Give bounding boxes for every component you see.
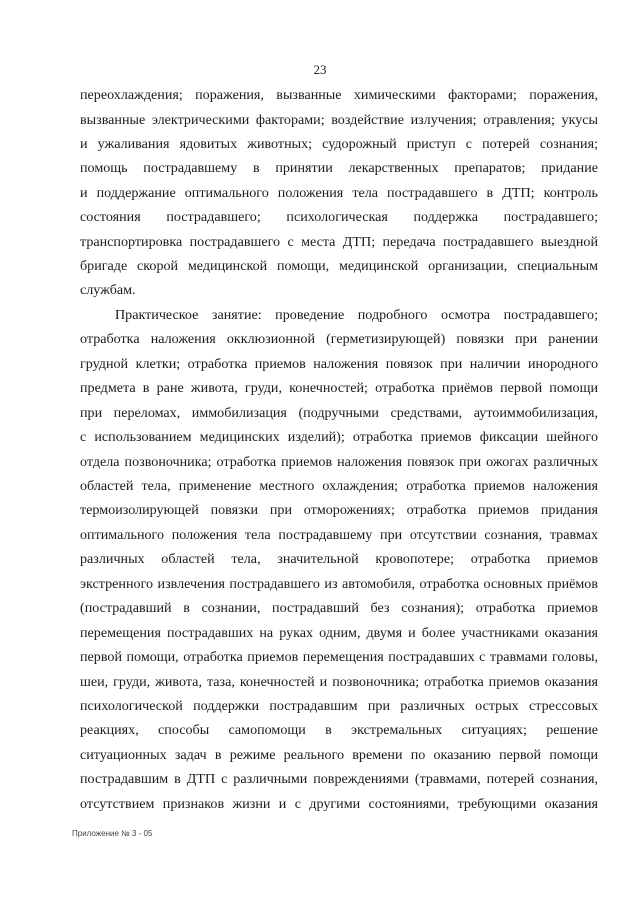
paragraph-first-line: Практическое занятие: проведение подробного осмотра пострадавшего;: [115, 307, 598, 323]
text-line: предмета в ране живота, груди, конечностей; отработка приёмов первой помощи: [80, 380, 598, 396]
page-number: 23: [313, 62, 327, 77]
text-line: (пострадавший в сознании, пострадавший без сознания); отработка приемов: [80, 600, 598, 616]
text-line: экстренного извлечения пострадавшего из автомобиля, отработка основных приёмов: [80, 576, 598, 592]
footer-note: Приложение № 3 - 05: [72, 829, 153, 838]
text-line: областей тела, применение местного охлаждения; отработка приемов наложения: [80, 478, 598, 494]
text-line: реакциях, способы самопомощи в экстремальных ситуациях; решение: [80, 722, 598, 738]
text-line: шеи, груди, живота, таза, конечностей и позвоночника; отработка приемов оказания: [80, 674, 598, 690]
text-line: бригаде скорой медицинской помощи, медицинской организации, специальным: [80, 258, 598, 274]
text-line: при переломах, иммобилизация (подручными средствами, аутоиммобилизация,: [80, 405, 598, 421]
text-line: грудной клетки; отработка приемов наложения повязок при наличии инородного: [80, 356, 598, 372]
text-line: психологической поддержки пострадавшим при различных острых стрессовых: [80, 698, 598, 714]
text-line: состояния пострадавшего; психологическая поддержка пострадавшего;: [80, 209, 598, 225]
text-line: первой помощи, отработка приемов перемещения пострадавших с травмами головы,: [80, 649, 598, 665]
text-line: отсутствием признаков жизни и с другими состояниями, требующими оказания: [80, 796, 598, 812]
text-line: и ужаливания ядовитых животных; судорожный приступ с потерей сознания;: [80, 136, 598, 152]
text-line: службам.: [80, 282, 136, 298]
text-line: и поддержание оптимального положения тела пострадавшего в ДТП; контроль: [80, 185, 598, 201]
text-line: вызванные электрическими факторами; воздействие излучения; отравления; укусы: [80, 112, 598, 128]
text-line: термоизолирующей повязки при отморожениях; отработка приемов придания: [80, 502, 598, 518]
text-line: отдела позвоночника; отработка приемов наложения повязок при ожогах различных: [80, 454, 598, 470]
text-line: с использованием медицинских изделий); отработка приемов фиксации шейного: [80, 429, 598, 445]
text-line: перемещения пострадавших на руках одним, двумя и более участниками оказания: [80, 625, 598, 641]
text-line: ситуационных задач в режиме реального времени по оказанию первой помощи: [80, 747, 598, 763]
text-line: помощь пострадавшему в принятии лекарственных препаратов; придание: [80, 160, 598, 176]
text-line: отработка наложения окклюзионной (герметизирующей) повязки при ранении: [80, 331, 598, 347]
text-line: пострадавшим в ДТП с различными повреждениями (травмами, потерей сознания,: [80, 771, 598, 787]
text-line: транспортировка пострадавшего с места ДТП; передача пострадавшего выездной: [80, 234, 598, 250]
text-line: переохлаждения; поражения, вызванные химическими факторами; поражения,: [80, 87, 598, 103]
text-line: оптимального положения тела пострадавшему при отсутствии сознания, травмах: [80, 527, 598, 543]
text-line: различных областей тела, значительной кровопотере; отработка приемов: [80, 551, 598, 567]
